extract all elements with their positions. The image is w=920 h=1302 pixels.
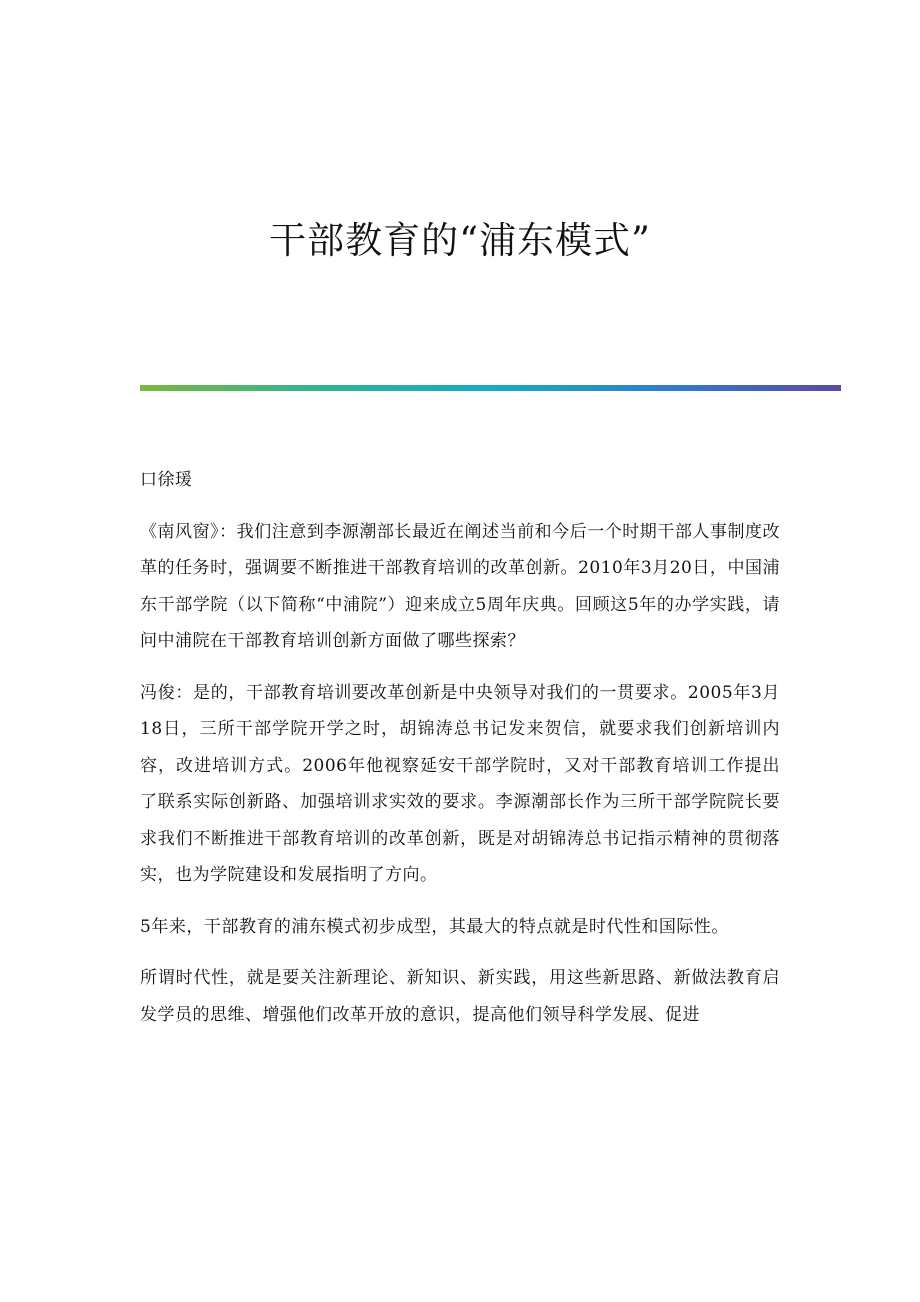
author-line: 口徐瑗 <box>140 470 193 490</box>
title-divider <box>140 385 841 391</box>
paragraph-summary: 5年来，干部教育的浦东模式初步成型，其最大的特点就是时代性和国际性。 <box>140 916 729 937</box>
page-title: 干部教育的“浦东模式” <box>269 219 651 262</box>
article-body <box>140 462 780 1048</box>
paragraph-answer: 冯俊：是的，干部教育培训要改革创新是中央领导对我们的一贯要求。2005年3月18日，三所干部学院开学之时，胡锦涛总书记发来贺信，就要求我们创新培训内容，改进培训方式。2006年他视察延安干部学院时，又对干部教育培训工作提出了联系实际创新路、加强培训求实效的要求。李源潮部长作为三所干部学院院长要求我们不断推进干部教育培训的改革创新，既是对胡锦涛总书记指示精神的贯彻落实，也为学院建设和发展指明了方向。 <box>140 682 780 885</box>
paragraph-timeliness: 所谓时代性，就是要关注新理论、新知识、新实践，用这些新思路、新做法教育启发学员的思维、增强他们改革开放的意识，提高他们领导科学发展、促进 <box>140 968 780 1025</box>
paragraph-question: 《南风窗》：我们注意到李源潮部长最近在阐述当前和今后一个时期干部人事制度改革的任务时，强调要不断推进干部教育培训的改革创新。2010年3月20日，中国浦东干部学院（以下简称“中浦院”）迎来成立5周年庆典。回顾这5年的办学实践，请问中浦院在干部教育培训创新方面做了哪些探索？ <box>140 521 780 651</box>
